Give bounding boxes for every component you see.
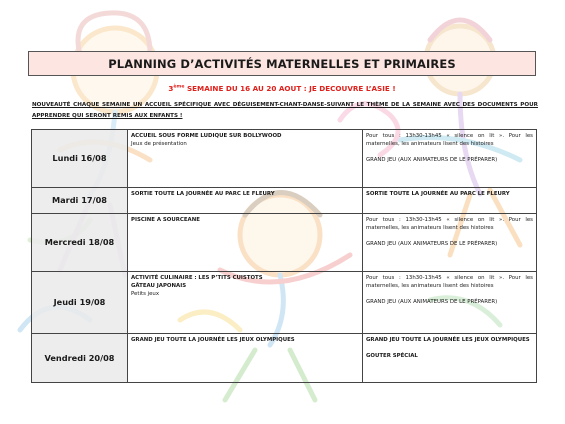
afternoon-cell xyxy=(363,271,537,333)
week-text: SEMAINE DU 16 AU 20 AOUT : JE DECOUVRE L’ASIE ! xyxy=(184,84,396,93)
table-row xyxy=(32,333,537,382)
day-cell: Mercredi 18/08 xyxy=(32,213,128,271)
afternoon-cell xyxy=(363,333,537,382)
afternoon-cell xyxy=(363,213,537,271)
afternoon-extra: GRAND JEU (AUX ANIMATEURS DE LE PRÉPARER) xyxy=(366,240,498,247)
activity-title-2: GÂTEAU JAPONAIS xyxy=(131,282,187,289)
activity-subtitle: Jeux de présentation xyxy=(131,141,187,147)
activity-cell xyxy=(128,213,363,271)
afternoon-cell xyxy=(363,187,537,213)
afternoon-extra: GOUTER SPÉCIAL xyxy=(366,352,418,359)
activity-title: SORTIE TOUTE LA JOURNÉE AU PARC LE FLEURY xyxy=(131,190,275,197)
table-row xyxy=(32,187,537,213)
day-cell: Vendredi 20/08 xyxy=(32,333,128,382)
activity-cell xyxy=(128,271,363,333)
table-row xyxy=(32,271,537,333)
activity-title: PISCINE A SOURCEANE xyxy=(131,216,200,223)
week-number: 3 xyxy=(168,84,174,93)
afternoon-text: GRAND JEU TOUTE LA JOURNÉE LES JEUX OLYMPIQUES xyxy=(366,336,530,343)
activity-title: ACCUEIL SOUS FORME LUDIQUE SUR BOLLYWOOD xyxy=(131,133,282,139)
week-suffix: ème xyxy=(173,84,185,90)
planning-table xyxy=(31,129,537,383)
afternoon-text: SORTIE TOUTE LA JOURNÉE AU PARC LE FLEURY xyxy=(366,190,510,197)
afternoon-text: Pour tous : 13h30-13h45 « silence on lit ». Pour les maternelles, les animateurs lisent des histoires xyxy=(366,274,533,289)
afternoon-extra: GRAND JEU (AUX ANIMATEURS DE LE PRÉPARER) xyxy=(366,298,498,305)
activity-cell xyxy=(128,187,363,213)
table-row xyxy=(32,130,537,188)
afternoon-text: Pour tous : 13h30-13h45 « silence on lit ». Pour les maternelles, les animateurs lisent des histoires xyxy=(366,216,533,231)
day-cell: Mardi 17/08 xyxy=(32,187,128,213)
activity-subtitle: Petits jeux xyxy=(131,290,160,297)
table-row xyxy=(32,213,537,271)
activity-title: GRAND JEU TOUTE LA JOURNÉE LES JEUX OLYMPIQUES xyxy=(131,336,295,343)
afternoon-extra: GRAND JEU (AUX ANIMATEURS DE LE PRÉPARER) xyxy=(366,157,498,163)
day-cell: Jeudi 19/08 xyxy=(32,271,128,333)
afternoon-cell xyxy=(363,130,537,188)
activity-cell xyxy=(128,333,363,382)
day-cell: Lundi 16/08 xyxy=(32,130,128,188)
activity-title: ACTIVITÉ CULINAIRE : LES P’TITS CUISTOTS xyxy=(131,274,263,281)
page-title: PLANNING D’ACTIVITÉS MATERNELLES ET PRIMAIRES xyxy=(28,51,536,76)
activity-cell xyxy=(128,130,363,188)
week-heading xyxy=(28,84,536,93)
nouveaute-notice: NOUVEAUTÉ CHAQUE SEMAINE UN ACCUEIL SPÉCIFIQUE AVEC DÉGUISEMENT-CHANT-DANSE-SUIVANT LE THÈME DE LA SEMAINE AVEC DES DOCUMENTS POUR APPRENDRE QUI SERONT REMIS AUX ENFANTS ! xyxy=(32,102,538,119)
afternoon-text: Pour tous : 13h30-13h45 « silence on lit ». Pour les maternelles, les animateurs lisent des histoires xyxy=(366,133,533,147)
